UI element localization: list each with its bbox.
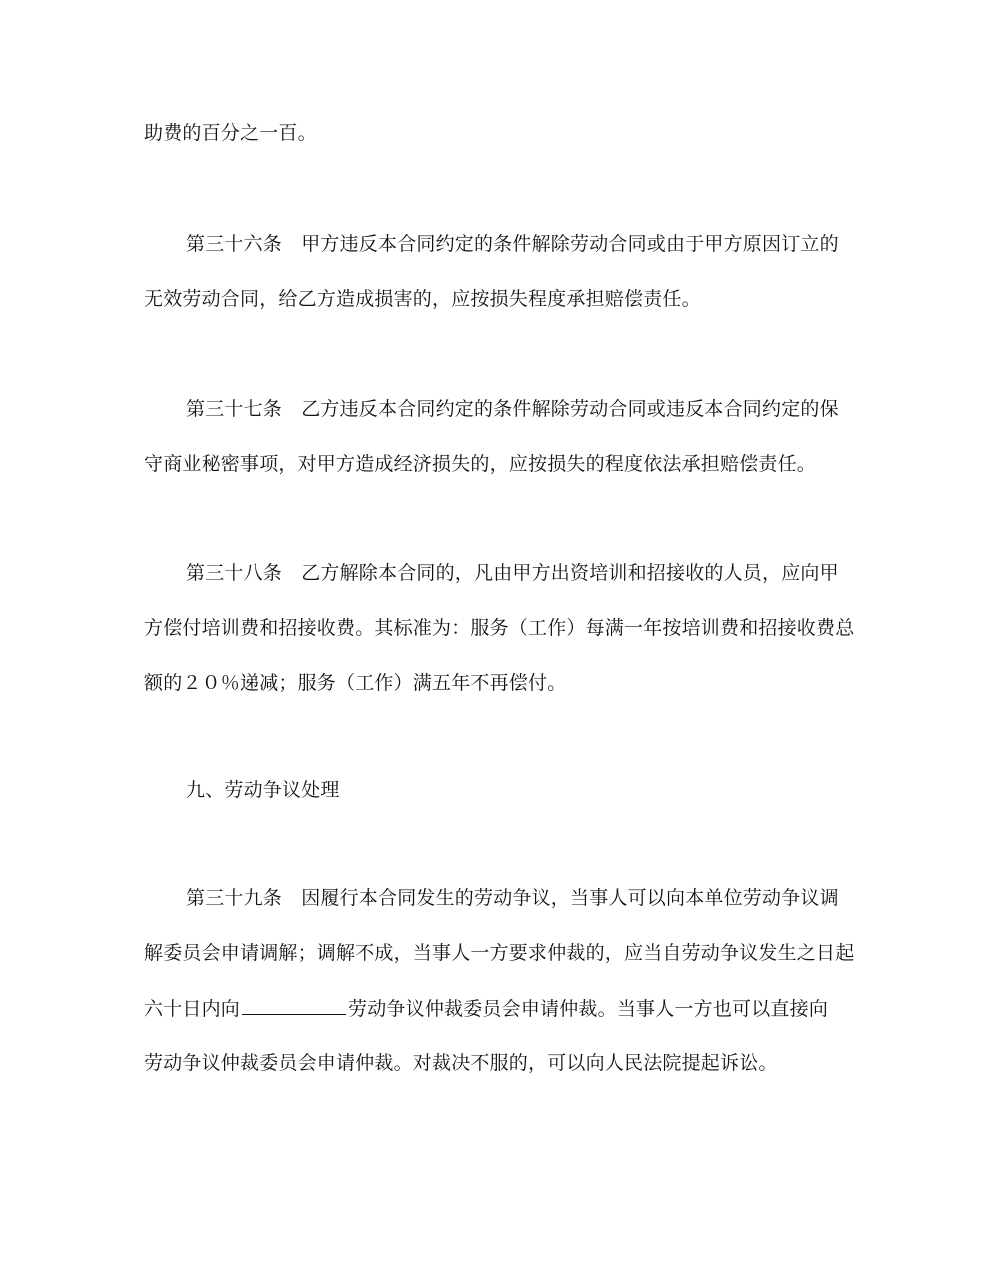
text-line: 劳动争议仲裁委员会申请仲裁。对裁决不服的，可以向人民法院提起诉讼。 (144, 1052, 778, 1074)
text-line: 第三十九条 因履行本合同发生的劳动争议，当事人可以向本单位劳动争议调 (186, 887, 839, 909)
text-line: 额的２０％递减；服务（工作）满五年不再偿付。 (144, 672, 567, 694)
text-line: 守商业秘密事项，对甲方造成经济损失的，应按损失的程度依法承担赔偿责任。 (144, 453, 817, 475)
text-line: 助费的百分之一百。 (144, 122, 317, 144)
text-segment: 劳动争议仲裁委员会申请仲裁。当事人一方也可以直接向 (348, 998, 829, 1020)
fill-in-blank (242, 996, 346, 1015)
text-segment: 六十日内向 (144, 998, 241, 1020)
text-line-with-blank (144, 996, 828, 1021)
text-line: 解委员会申请调解；调解不成，当事人一方要求仲裁的，应当自劳动争议发生之日起 (144, 942, 855, 964)
text-line: 第三十八条 乙方解除本合同的，凡由甲方出资培训和招接收的人员，应向甲 (186, 562, 839, 584)
text-line: 无效劳动合同，给乙方造成损害的，应按损失程度承担赔偿责任。 (144, 288, 701, 310)
text-line: 第三十七条 乙方违反本合同约定的条件解除劳动合同或违反本合同约定的保 (186, 398, 839, 420)
section-heading: 九、劳动争议处理 (186, 779, 340, 801)
text-line: 第三十六条 甲方违反本合同约定的条件解除劳动合同或由于甲方原因订立的 (186, 233, 839, 255)
text-line: 方偿付培训费和招接收费。其标准为：服务（工作）每满一年按培训费和招接收费总 (144, 617, 855, 639)
